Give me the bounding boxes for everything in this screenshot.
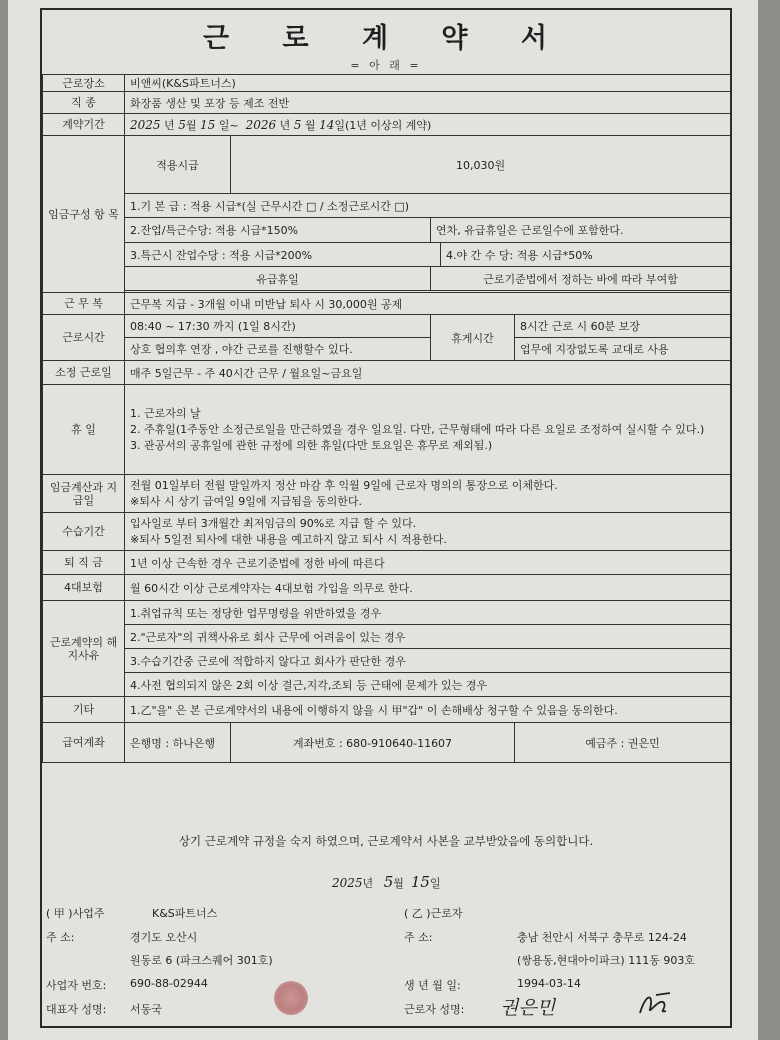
employer-address-label: 주 소: [46,931,75,944]
employee-name-label: 근로자 성명: [404,1003,465,1016]
account-number: 계좌번호 : 680-910640-11607 [231,723,515,763]
row-wage-basic [43,194,731,218]
row-hours-2 [43,338,731,361]
employee-address-label: 주 소: [404,931,433,944]
holiday-item-2: 2. 주휴일(1주동안 소정근로일을 만근하였을 경우 일요일. 다만, 근무형태에 따라 다른 요일로 조정하여 실시할 수 있다.) [130,422,705,436]
employee-birth-label: 생 년 월 일: [404,979,461,992]
wage-special: 3.특근시 잔업수당 : 적용 시급*200% [125,243,441,267]
row-wage-holiday [43,267,731,291]
break-value-2: 업무에 지장없도록 교대로 사용 [515,338,731,361]
row-uniform [43,293,731,315]
break-label: 휴게시간 [431,315,515,361]
wage-rate-value: 10,030원 [231,136,731,194]
payday-line-2: ※퇴사 시 상기 급여일 9일에 지급됨을 동의한다. [130,494,362,508]
employer-rep-name: 서동국 [130,1003,162,1016]
period-label: 계약기간 [43,114,125,136]
hours-time: 08:40 ~ 17:30 까지 (1일 8시간) [125,315,431,338]
account-holder: 예금주 : 권은민 [515,723,731,763]
period-value: 2025 년 5월 15 일~ 2026 년 5 월 14일(1년 이상의 계약) [125,114,731,136]
row-holidays [43,385,731,475]
employee-header: ( 乙 )근로자 [404,907,463,920]
wage-overtime-note: 연차, 유급휴일은 근로일수에 포함한다. [431,218,731,243]
period-start-month: 5 [178,117,186,132]
row-probation [43,513,731,551]
row-termination-3 [43,649,731,673]
workdays-label: 소정 근로일 [43,361,125,385]
employee-address-2: (쌍용동,현대아이파크) 111동 903호 [517,954,695,967]
row-severance [43,551,731,575]
sign-date-day: 15 [410,873,430,891]
payday-line-1: 전월 01일부터 전월 말일까지 정산 마감 후 익월 9일에 근로자 명의의 통장으로 이체한다. [130,478,558,492]
row-termination-2 [43,625,731,649]
probation-line-2: ※퇴사 5일전 퇴사에 대한 내용을 예고하지 않고 퇴사 시 적용한다. [130,532,447,546]
severance-label: 퇴 직 금 [43,551,125,575]
workplace-value: 비앤씨(K&S파트너스) [125,75,731,92]
etc-value: 1.乙"을" 은 본 근로계약서의 내용에 이행하지 않을 시 甲"갑" 이 손해배상 청구할 수 있음을 동의한다. [125,697,731,723]
row-period [43,114,731,136]
termination-item-2: 2."근로자"의 귀책사유로 회사 근무에 어려움이 있는 경우 [125,625,731,649]
company-seal-stamp [274,981,308,1015]
termination-label: 근로계약의 해지사유 [43,601,125,697]
severance-value: 1년 이상 근속한 경우 근로기준법에 정한 바에 따른다 [125,551,731,575]
payday-label: 임금계산과 지급일 [43,475,125,513]
hours-label: 근로시간 [43,315,125,361]
row-workplace [43,75,731,92]
employer-name: K&S파트너스 [152,907,218,920]
account-label: 급여계좌 [43,723,125,763]
row-account [43,723,731,763]
workplace-label: 근로장소 [43,75,125,92]
job-value: 화장품 생산 및 포장 등 제조 전반 [125,92,731,114]
uniform-label: 근 무 복 [43,293,125,315]
agreement-text: 상기 근로계약 규정을 숙지 하였으며, 근로계약서 사본을 교부받았음에 동의합니다. [178,834,594,848]
wage-overtime: 2.잔업/특근수당: 적용 시급*150% [125,218,431,243]
sign-date-month: 5 [383,873,394,891]
workdays-value: 매주 5일근무 - 주 40시간 근무 / 월요일~금요일 [125,361,731,385]
termination-item-1: 1.취업규칙 또는 정당한 업무명령을 위반하였을 경우 [125,601,731,625]
paid-holiday-note: 근로기준법에서 정하는 바에 따라 부여함 [431,267,731,291]
row-wage-special [43,243,731,267]
employer-address-1: 경기도 오산시 [130,931,198,944]
row-wage-overtime [43,218,731,243]
row-insurance [43,575,731,601]
row-termination-4 [43,673,731,697]
employer-biz-label: 사업자 번호: [46,979,107,992]
account-bank: 은행명 : 하나은행 [125,723,231,763]
row-hours-1 [43,315,731,338]
row-wage-rate [43,136,731,194]
row-payday [43,475,731,513]
wage-label: 임금구성 항 목 [43,136,125,293]
period-end-year: 2026 [245,117,277,132]
insurance-value: 월 60시간 이상 근로계약자는 4대보험 가입을 의무로 한다. [125,575,731,601]
uniform-value: 근무복 지급 - 3개월 이내 미반납 퇴사 시 30,000원 공제 [125,293,731,315]
signature-mark [636,989,676,1019]
wage-basic: 1.기 본 급 : 적용 시급*(실 근무시간 □ / 소정근로시간 □) [125,194,731,218]
holiday-item-3: 3. 관공서의 공휴일에 관한 규정에 의한 휴일(다만 토요일은 휴무로 제외됨.) [130,438,493,452]
row-job [43,92,731,114]
wage-night: 4.야 간 수 당: 적용 시급*50% [441,243,731,267]
insurance-label: 4대보험 [43,575,125,601]
wage-rate-label: 적용시급 [125,136,231,194]
probation-label: 수습기간 [43,513,125,551]
holidays-value [125,385,731,475]
sign-date-year: 2025 [332,876,363,890]
contract-frame [40,8,732,1028]
employee-birth: 1994-03-14 [517,977,581,990]
holiday-item-1: 1. 근로자의 날 [130,406,201,420]
etc-label: 기타 [43,697,125,723]
period-end-month: 5 [293,117,302,132]
period-end-day: 14 [319,117,335,132]
break-value-1: 8시간 근로 시 60분 보장 [515,315,731,338]
termination-item-4: 4.사전 협의되지 않은 2회 이상 결근,지각,조퇴 등 근태에 문제가 있는 경우 [125,673,731,697]
period-start-day: 15 [199,117,216,132]
row-termination-1 [43,601,731,625]
probation-line-1: 입사일로 부터 3개월간 최저임금의 90%로 지급 할 수 있다. [130,516,417,530]
termination-item-3: 3.수습기간중 근로에 적합하지 않다고 회사가 판단한 경우 [125,649,731,673]
row-etc [43,697,731,723]
sign-date: 2025년 5월 15일 [332,873,441,891]
payday-value [125,475,731,513]
paid-holiday-label: 유급휴일 [125,267,431,291]
document-subtitle: = 아 래 = [350,59,422,72]
employer-address-2: 원동로 6 (파크스퀘어 301호) [130,954,273,967]
contract-table [42,74,731,763]
employer-rep-label: 대표자 성명: [46,1003,107,1016]
probation-value [125,513,731,551]
signature-area [42,797,730,1026]
contract-paper [8,0,758,1040]
job-label: 직 종 [43,92,125,114]
employee-name-handwritten: 권은민 [500,997,556,1019]
employer-biz-number: 690-88-02944 [130,977,208,990]
row-workdays [43,361,731,385]
holidays-label: 휴 일 [43,385,125,475]
hours-note: 상호 협의후 연장 , 야간 근로를 진행할수 있다. [125,338,431,361]
employer-header: ( 甲 )사업주 [46,907,105,920]
employee-address-1: 충남 천안시 서북구 충무로 124-24 [517,931,687,944]
document-title: 근 로 계 약 서 [202,23,569,54]
period-start-year: 2025 [130,117,161,132]
